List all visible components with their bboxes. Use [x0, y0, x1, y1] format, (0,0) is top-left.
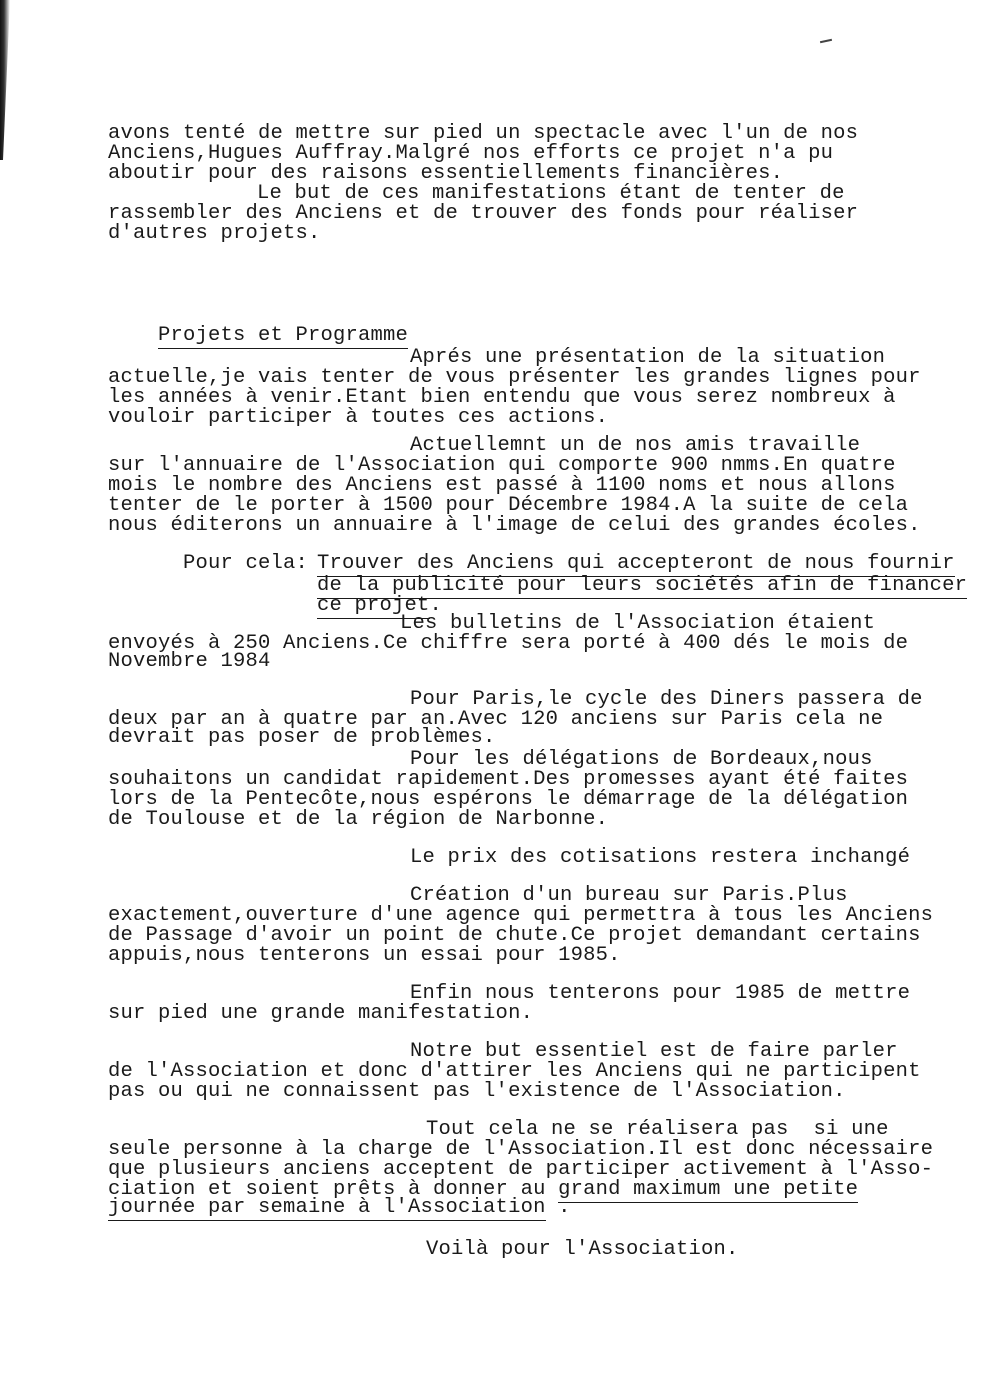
paragraph-line: envoyés à 250 Anciens.Ce chiffre sera porté à 400 dés le mois de — [108, 632, 909, 655]
paragraph-line — [108, 1198, 571, 1218]
paragraph-line: mois le nombre des Anciens est passé à 1100 noms et nous allons — [108, 474, 896, 497]
underlined-text: de la publicité pour leurs sociétés afin de financer — [317, 574, 968, 597]
paragraph-line: deux par an à quatre par an.Avec 120 anciens sur Paris cela ne — [108, 708, 884, 731]
intro-line: Anciens,Hugues Auffray.Malgré nos efforts ce projet n'a pu — [108, 142, 834, 165]
period: . — [545, 1196, 571, 1219]
paragraph-line: nous éditerons un annuaire à l'image de celui des grandes écoles. — [108, 514, 921, 537]
section-title: Projets et Programme — [158, 324, 409, 347]
paragraph-line: Novembre 1984 — [108, 650, 271, 673]
paragraph-line: Tout cela ne se réalisera pas si une — [426, 1118, 889, 1141]
closing-line: Voilà pour l'Association. — [426, 1238, 739, 1261]
paragraph-line: les années à venir.Etant bien entendu que vous serez nombreux à — [108, 386, 896, 409]
paragraph-line: pas ou qui ne connaissent pas l'existence de l'Association. — [108, 1080, 846, 1103]
intro-line: avons tenté de mettre sur pied un spectacle avec l'un de nos — [108, 122, 859, 145]
paragraph-line: Notre but essentiel est de faire parler — [410, 1040, 898, 1063]
paragraph-line: sur pied une grande manifestation. — [108, 1002, 534, 1025]
underlined-text: grand maximum une petite — [558, 1178, 859, 1201]
scan-mark — [820, 39, 832, 43]
intro-line: rassembler des Anciens et de trouver des fonds pour réaliser — [108, 202, 859, 225]
paragraph-line: Aprés une présentation de la situation — [410, 346, 886, 369]
paragraph-line: Pour Paris,le cycle des Diners passera de — [410, 688, 923, 711]
paragraph-line: de l'Association et donc d'attirer les Anciens qui ne participent — [108, 1060, 921, 1083]
intro-line: d'autres projets. — [108, 222, 321, 245]
paragraph-line: Enfin nous tenterons pour 1985 de mettre — [410, 982, 911, 1005]
paragraph-line: Actuellemnt un de nos amis travaille — [410, 434, 861, 457]
paragraph-line: que plusieurs anciens acceptent de participer activement à l'Asso- — [108, 1158, 934, 1181]
paragraph-line: Les bulletins de l'Association étaient — [400, 612, 876, 635]
paragraph-line: devrait pas poser de problèmes. — [108, 726, 496, 749]
paragraph-line: lors de la Pentecôte,nous espérons le démarrage de la délégation — [108, 788, 909, 811]
period: . — [429, 594, 443, 617]
paragraph-line: Création d'un bureau sur Paris.Plus — [410, 884, 848, 907]
paragraph-line: sur l'annuaire de l'Association qui comporte 900 nmms.En quatre — [108, 454, 896, 477]
underlined-text: Trouver des Anciens qui accepteront de nous fournir — [317, 552, 955, 575]
paragraph-cotisations: Le prix des cotisations restera inchangé — [410, 846, 911, 869]
paragraph-line: appuis,nous tenterons un essai pour 1985. — [108, 944, 621, 967]
underlined-text: ce projet — [317, 594, 430, 617]
paragraph-line: souhaitons un candidat rapidement.Des promesses ayant été faites — [108, 768, 909, 791]
pour-cela-label: Pour cela: — [183, 552, 309, 575]
paragraph-line: tenter de le porter à 1500 pour Décembre 1984.A la suite de cela — [108, 494, 909, 517]
paragraph-line: Pour les délégations de Bordeaux,nous — [410, 748, 873, 771]
intro-line: Le but de ces manifestations étant de tenter de — [257, 182, 845, 205]
section-heading — [108, 306, 408, 366]
intro-line: aboutir pour des raisons essentiellements financières. — [108, 162, 784, 185]
plain-text: ciation et soient prêts à donner au — [108, 1178, 559, 1201]
paragraph-line: vouloir participer à toutes ces actions. — [108, 406, 609, 429]
paragraph-line: de Toulouse et de la région de Narbonne. — [108, 808, 609, 831]
paragraph-line: de Passage d'avoir un point de chute.Ce projet demandant certains — [108, 924, 921, 947]
paragraph-line: seule personne à la charge de l'Association.Il est donc nécessaire — [108, 1138, 934, 1161]
paragraph-line: exactement,ouverture d'une agence qui permettra à tous les Anciens — [108, 904, 934, 927]
scanned-page-edge — [0, 0, 10, 160]
paragraph-line: actuelle,je vais tenter de vous présenter les grandes lignes pour — [108, 366, 921, 389]
underlined-text: journée par semaine à l'Association — [108, 1196, 546, 1219]
